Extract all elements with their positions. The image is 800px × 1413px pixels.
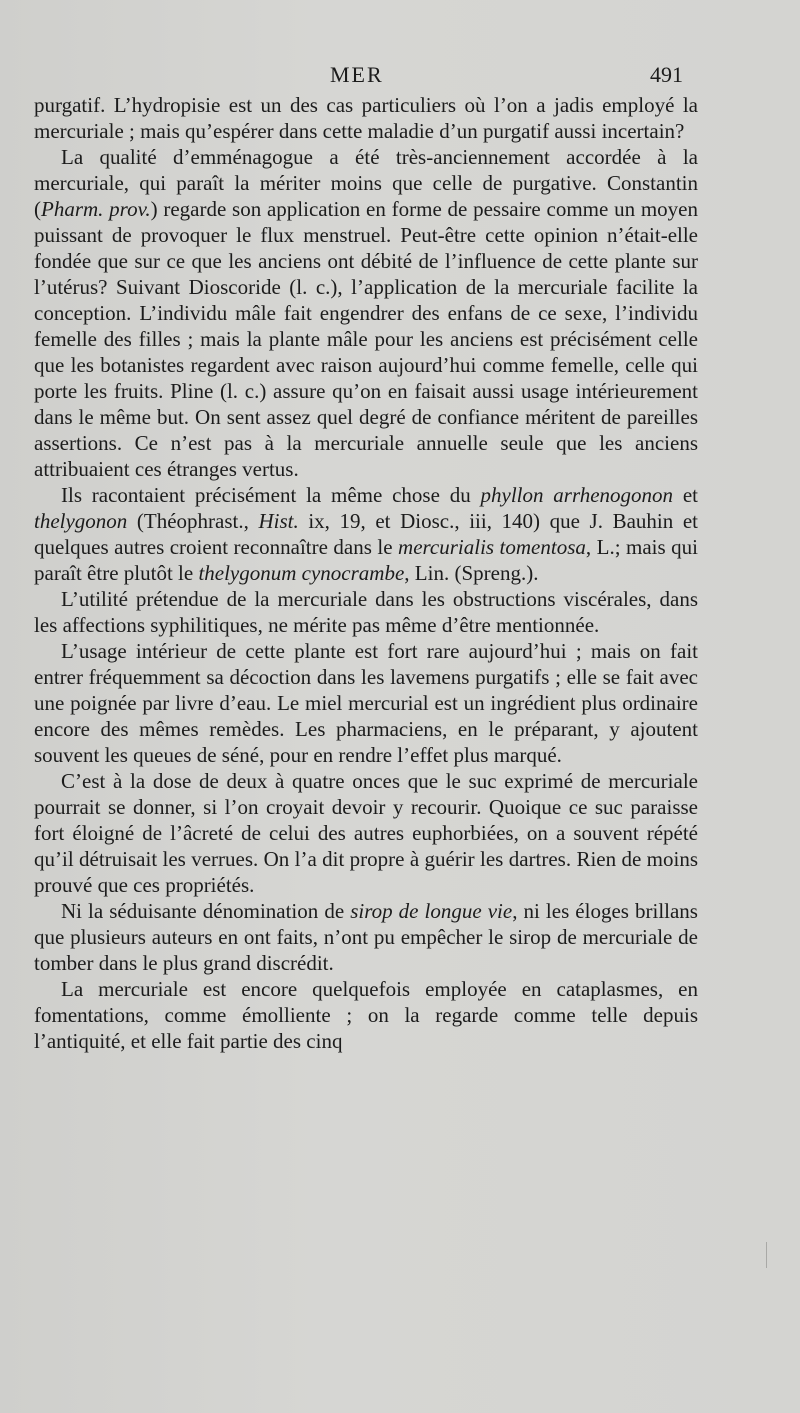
- text-run: La mercuriale est encore quelquefois employée en cataplasmes, en fomentations, comme émolliente ; on la regarde comme telle depuis l’antiquité, et elle fait partie des cinq: [34, 977, 698, 1053]
- text-run: , L.; mais qui paraît être plutôt le: [34, 535, 698, 585]
- text-run: (Théophrast.,: [127, 509, 259, 533]
- paragraph: [34, 482, 698, 586]
- italic-text-run: Hist.: [258, 509, 299, 533]
- page-number: 491: [650, 62, 683, 87]
- italic-text-run: phyllon arrhenogonon: [480, 483, 674, 507]
- paragraph: [34, 92, 698, 144]
- text-run: , Lin. (Spreng.).: [404, 561, 539, 585]
- body-text: [34, 92, 698, 1054]
- margin-mark: [766, 1242, 779, 1268]
- text-run: ) regarde son application en forme de pessaire comme un moyen puissant de provoquer le flux menstruel. Peut-être cette opinion n’était-elle fondée que sur ce que les anciens ont débité de l’influence de cette plante sur l’utérus? Suivant Dioscoride (l. c.), l’application de la mercuriale facilite la conception. L’individu mâle fait engendrer des enfans de ce sexe, l’individu femelle des filles ; mais la plante mâle pour les anciens est précisément celle que les botanistes regardent avec raison aujourd’hui comme femelle, celle qui porte les fruits. Pline (l. c.) assure qu’on en faisait aussi usage intérieurement dans le même but. On sent assez quel degré de confiance méritent de pareilles assertions. Ce n’est pas à la mercuriale annuelle seule que les anciens attribuaient ces étranges vertus.: [34, 197, 698, 481]
- text-run: L’utilité prétendue de la mercuriale dans les obstructions viscérales, dans les affections syphilitiques, ne mérite pas même d’être mentionnée.: [34, 587, 698, 637]
- italic-text-run: sirop de longue vie: [350, 899, 513, 923]
- text-run: L’usage intérieur de cette plante est fort rare aujourd’hui ; mais on fait entrer fréquemment sa décoction dans les lavemens purgatifs ; elle se fait avec une poignée par livre d’eau. Le miel mercurial est un ingrédient plus ordinaire encore des mêmes remèdes. Les pharmaciens, en le préparant, y ajoutent souvent les queues de séné, pour en rendre l’effet plus marqué.: [34, 639, 698, 767]
- text-run: C’est à la dose de deux à quatre onces que le suc exprimé de mercuriale pourrait se donner, si l’on croyait devoir y recourir. Quoique ce suc paraisse fort éloigné de l’âcreté de celui des autres euphorbiées, on a souvent répété qu’il détruisait les verrues. On l’a dit propre à guérir les dartres. Rien de moins prouvé que ces propriétés.: [34, 769, 698, 897]
- running-head-title: MER: [330, 62, 384, 87]
- paragraph: [34, 586, 698, 638]
- italic-text-run: thelygonum cynocrambe: [198, 561, 405, 585]
- paragraph: [34, 768, 698, 898]
- paragraph: [34, 976, 698, 1054]
- italic-text-run: thelygonon: [34, 509, 128, 533]
- text-run: Ni la séduisante dénomination de: [61, 899, 351, 923]
- text-run: , ni les éloges brillans que plusieurs auteurs en ont faits, n’ont pu empêcher le sirop de mercuriale de tomber dans le plus grand discrédit.: [34, 899, 698, 975]
- paragraph: [34, 144, 698, 482]
- text-run: ix, 19, et Diosc., iii, 140) que J. Bauhin et quelques autres croient reconnaître dans le: [34, 509, 698, 559]
- text-run: et: [673, 483, 699, 507]
- running-head: [0, 62, 800, 92]
- italic-text-run: Pharm. prov.: [41, 197, 151, 221]
- italic-text-run: mercurialis tomentosa: [398, 535, 586, 559]
- paragraph: [34, 638, 698, 768]
- text-run: Ils racontaient précisément la même chose du: [61, 483, 481, 507]
- text-run: purgatif. L’hydropisie est un des cas particuliers où l’on a jadis employé la mercuriale ; mais qu’espérer dans cette maladie d’un purgatif aussi incertain?: [34, 93, 698, 143]
- text-run: La qualité d’emménagogue a été très-anciennement accordée à la mercuriale, qui paraît la mériter moins que celle de purgative. Constantin (: [34, 145, 698, 221]
- paragraph: [34, 898, 698, 976]
